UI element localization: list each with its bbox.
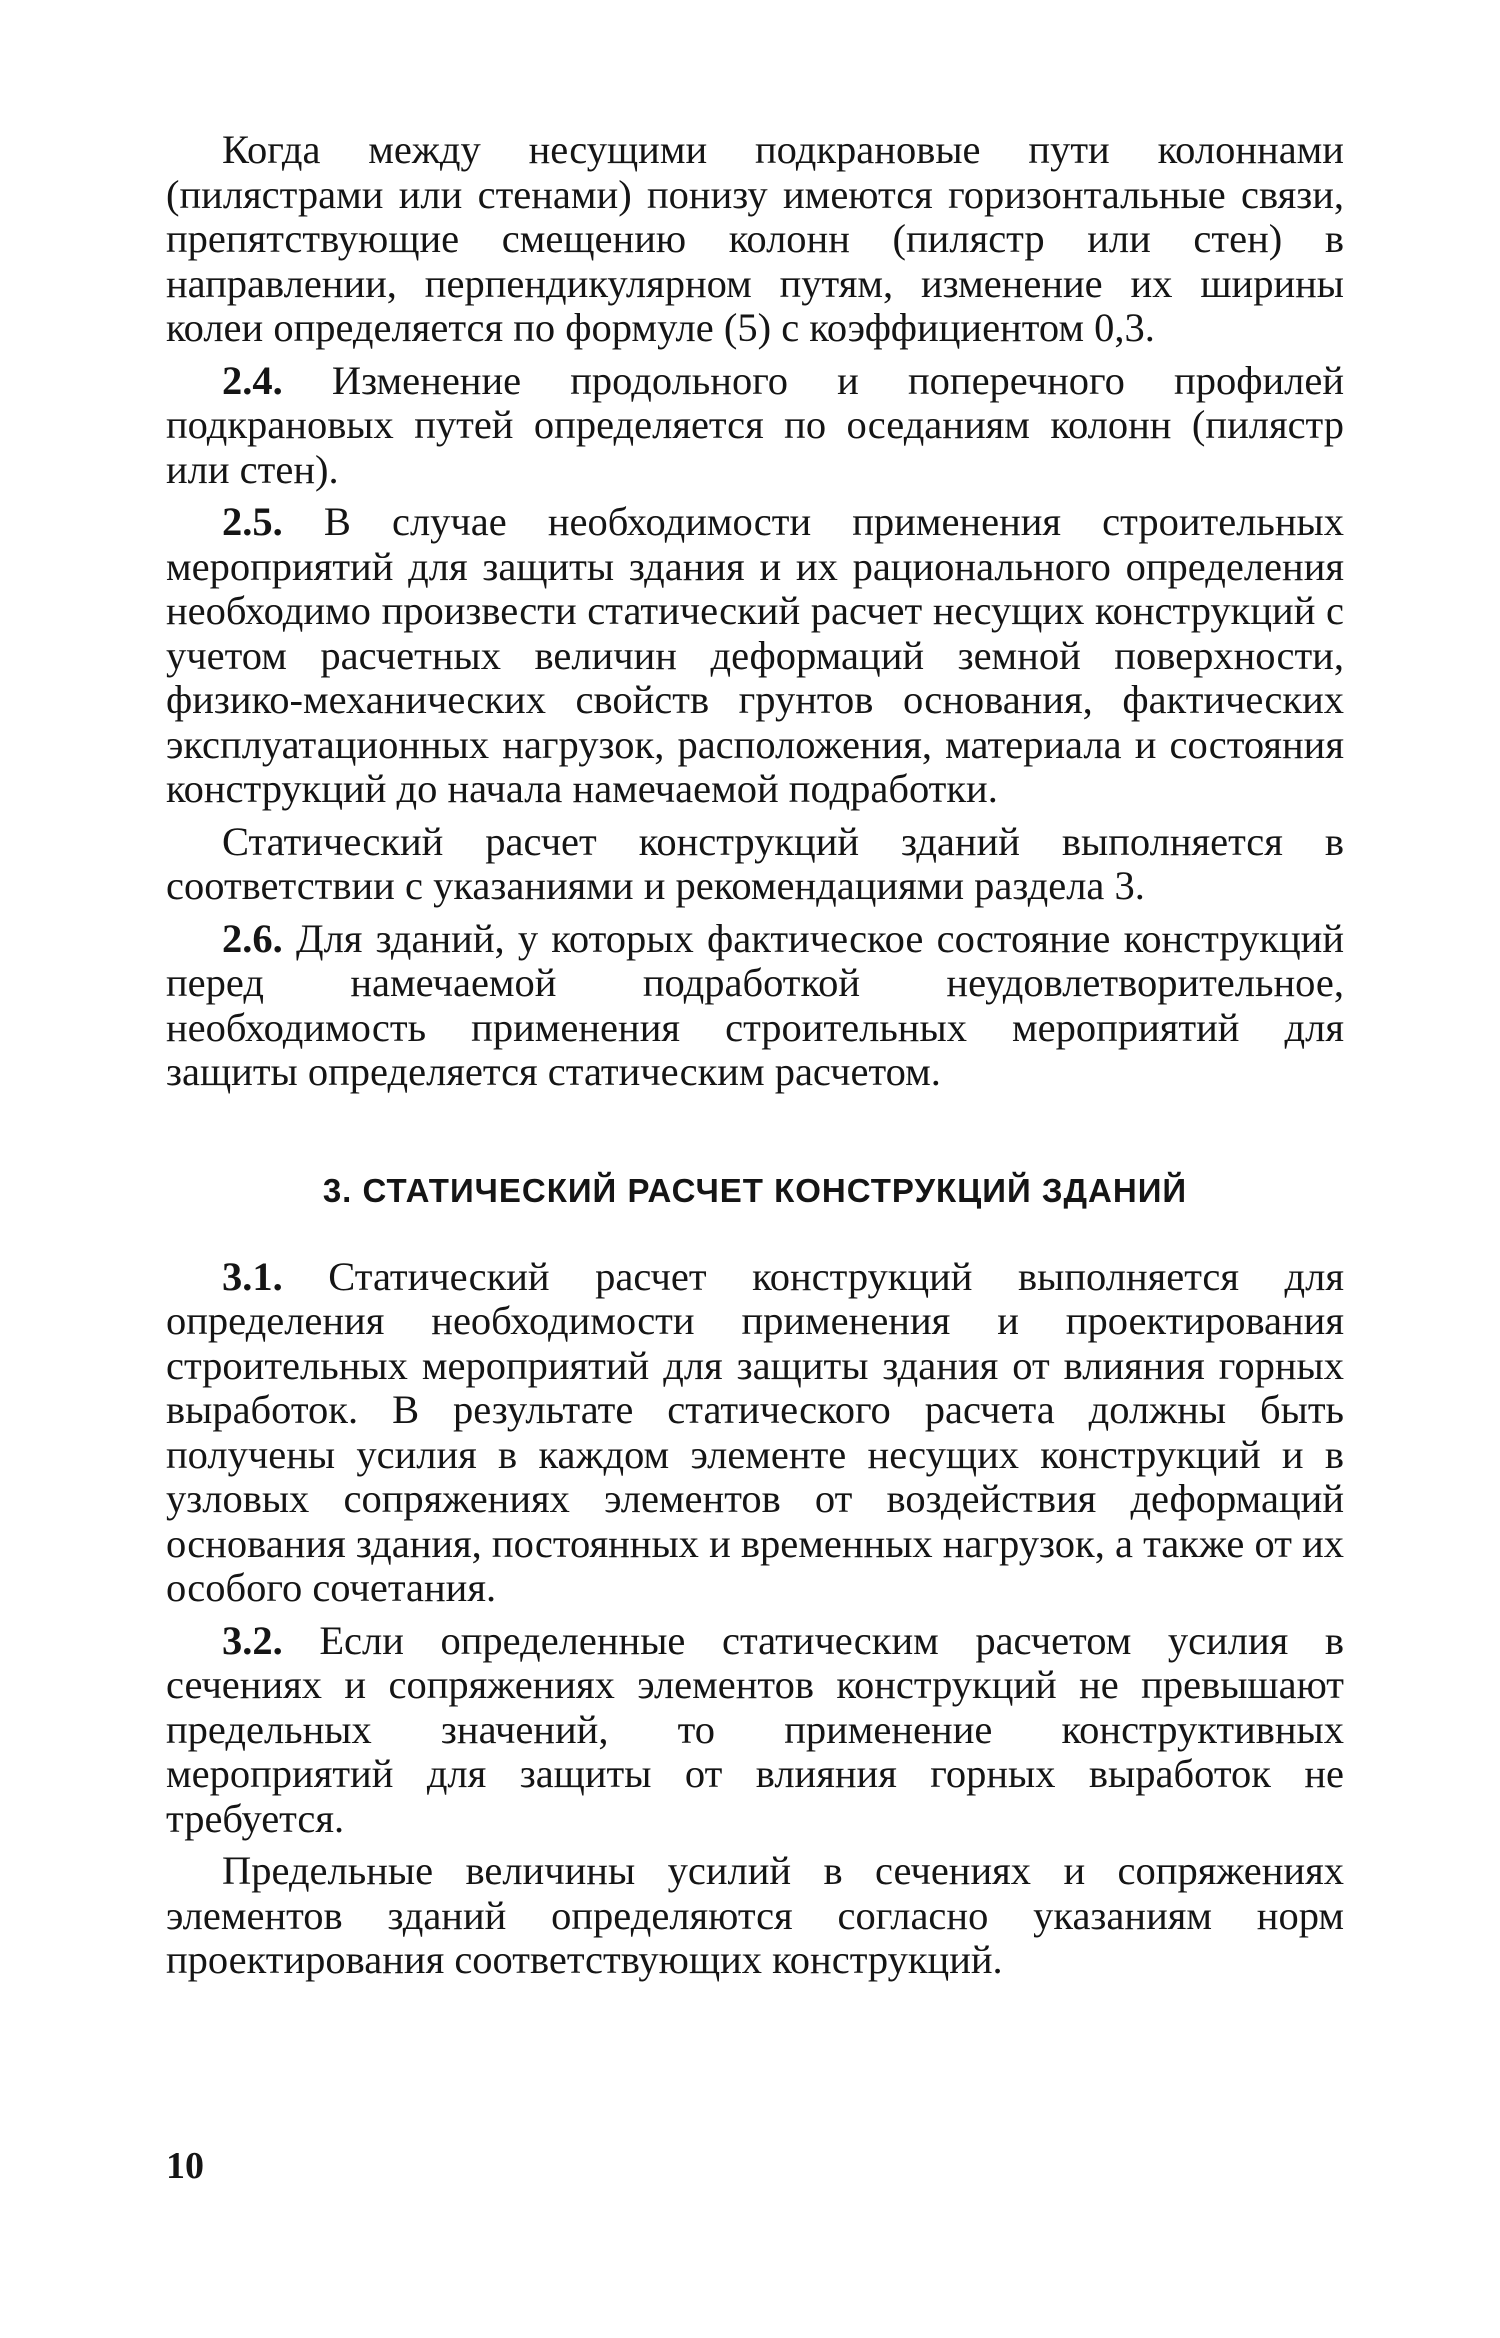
- paragraph-2-6: [166, 917, 1344, 1095]
- paragraph-text: Изменение продольного и поперечного профилей подкрановых путей определяется по оседаниям колонн (пилястр или стен).: [166, 357, 1344, 492]
- paragraph-2-5-static-calc: [166, 820, 1344, 909]
- paragraph-3-1: [166, 1255, 1344, 1611]
- paragraph-text: Статический расчет конструкций зданий выполняется в соответствии с указаниями и рекомендациями раздела 3.: [166, 818, 1344, 908]
- clause-number: 3.2.: [222, 1617, 283, 1663]
- section-heading: 3. СТАТИЧЕСКИЙ РАСЧЕТ КОНСТРУКЦИЙ ЗДАНИЙ: [322, 1171, 1188, 1209]
- paragraph-text: Если определенные статическим расчетом усилия в сечениях и сопряжениях элементов конструкций не превышают предельных значений, то применение конструктивных мероприятий для защиты от влияния горных выработок не требуется.: [166, 1617, 1344, 1841]
- paragraph-2-4: [166, 359, 1344, 493]
- paragraph-text: Предельные величины усилий в сечениях и сопряжениях элементов зданий определяются согласно указаниям норм проектирования соответствующих конструкций.: [166, 1848, 1344, 1982]
- page-body: [166, 128, 1344, 1983]
- paragraph-text: В случае необходимости применения строительных мероприятий для защиты здания и их рационального определения необходимо произвести статический расчет несущих конструкций с учетом расчетных величин деформаций земной поверхности, физико-механических свойств грунтов основания, фактических эксплуатационных нагрузок, расположения, материала и состояния конструкций до начала намечаемой подработки.: [166, 499, 1344, 811]
- paragraph-3-2: [166, 1619, 1344, 1842]
- page-number: 10: [166, 2145, 204, 2187]
- paragraph-2-3-continuation: [166, 128, 1344, 351]
- clause-number: 2.6.: [222, 915, 283, 961]
- paragraph-text: Когда между несущими подкрановые пути колоннами (пилястрами или стенами) понизу имеются горизонтальные связи, препятствующие смещению колонн (пилястр или стен) в направлении, перпендикулярном путям, изменение их ширины колеи определяется по формуле (5) с коэффициентом 0,3.: [166, 127, 1344, 350]
- paragraph-2-5: [166, 500, 1344, 812]
- clause-number: 2.5.: [222, 499, 283, 544]
- paragraph-3-2-limits: [166, 1849, 1344, 1983]
- clause-number: 3.1.: [222, 1253, 283, 1299]
- paragraph-text: Статический расчет конструкций выполняется для определения необходимости применения и проектирования строительных мероприятий для защиты здания от влияния горных выработок. В результате статического расчета должны быть получены усилия в каждом элементе несущих конструкций и в узловых сопряжениях элементов от воздействия деформаций основания здания, постоянных и временных нагрузок, а также от их особого сочетания.: [166, 1253, 1344, 1610]
- clause-number: 2.4.: [222, 357, 283, 403]
- paragraph-text: Для зданий, у которых фактическое состояние конструкций перед намечаемой подработкой неудовлетворительное, необходимость применения строительных мероприятий для защиты определяется статическим расчетом.: [166, 915, 1344, 1094]
